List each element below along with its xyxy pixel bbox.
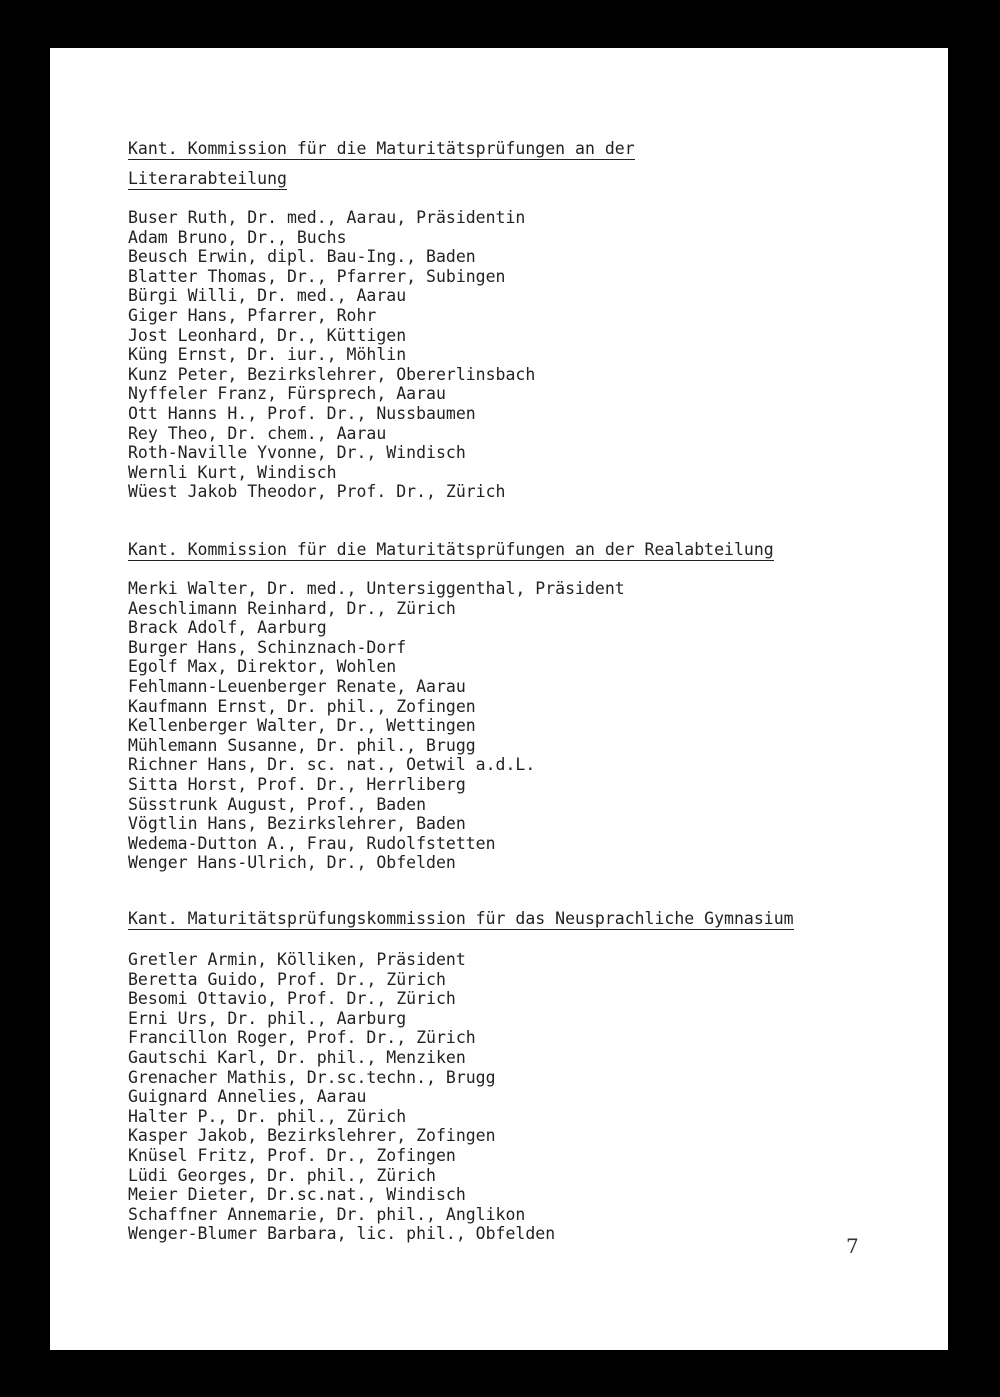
list-item: Kellenberger Walter, Dr., Wettingen xyxy=(128,716,476,736)
list-item: Merki Walter, Dr. med., Untersiggenthal, Präsident xyxy=(128,579,625,598)
section-heading-neusprachliches-gymnasium: Kant. Maturitätsprüfungskommission für das Neusprachliche Gymnasium xyxy=(128,909,794,928)
list-item: Küng Ernst, Dr. iur., Möhlin xyxy=(128,345,407,365)
list-item: Ott Hanns H., Prof. Dr., Nussbaumen xyxy=(128,403,476,423)
list-item: Kaufmann Ernst, Dr. phil., Zofingen xyxy=(128,696,476,716)
list-item: Buser Ruth, Dr. med., Aarau, Präsidentin xyxy=(128,208,526,227)
list-item: Vögtlin Hans, Bezirkslehrer, Baden xyxy=(128,814,466,834)
list-item: Grenacher Mathis, Dr.sc.techn., Brugg xyxy=(128,1067,496,1087)
member-list-realabteilung xyxy=(128,579,625,873)
list-item: Kunz Peter, Bezirkslehrer, Obererlinsbach xyxy=(128,364,536,384)
list-item: Gretler Armin, Kölliken, Präsident xyxy=(128,950,466,969)
list-item: Rey Theo, Dr. chem., Aarau xyxy=(128,423,387,443)
list-item: Erni Urs, Dr. phil., Aarburg xyxy=(128,1008,407,1028)
list-item: Besomi Ottavio, Prof. Dr., Zürich xyxy=(128,989,456,1009)
list-item: Wernli Kurt, Windisch xyxy=(128,462,337,482)
list-item: Giger Hans, Pfarrer, Rohr xyxy=(128,305,377,325)
list-item: Halter P., Dr. phil., Zürich xyxy=(128,1106,407,1126)
list-item: Nyffeler Franz, Fürsprech, Aarau xyxy=(128,384,446,404)
list-item: Adam Bruno, Dr., Buchs xyxy=(128,227,347,247)
list-item: Aeschlimann Reinhard, Dr., Zürich xyxy=(128,598,456,618)
list-item: Sitta Horst, Prof. Dr., Herrliberg xyxy=(128,774,466,794)
list-item: Francillon Roger, Prof. Dr., Zürich xyxy=(128,1028,476,1048)
list-item: Lüdi Georges, Dr. phil., Zürich xyxy=(128,1165,436,1185)
list-item: Wüest Jakob Theodor, Prof. Dr., Zürich xyxy=(128,482,506,502)
list-item: Mühlemann Susanne, Dr. phil., Brugg xyxy=(128,735,476,755)
list-item: Guignard Annelies, Aarau xyxy=(128,1087,367,1107)
list-item: Beretta Guido, Prof. Dr., Zürich xyxy=(128,969,446,989)
list-item: Wenger Hans-Ulrich, Dr., Obfelden xyxy=(128,853,456,873)
list-item: Egolf Max, Direktor, Wohlen xyxy=(128,657,397,677)
list-item: Richner Hans, Dr. sc. nat., Oetwil a.d.L. xyxy=(128,755,536,775)
list-item: Süsstrunk August, Prof., Baden xyxy=(128,794,427,814)
list-item: Roth-Naville Yvonne, Dr., Windisch xyxy=(128,443,466,463)
list-item: Blatter Thomas, Dr., Pfarrer, Subingen xyxy=(128,266,506,286)
list-item: Wedema-Dutton A., Frau, Rudolfstetten xyxy=(128,833,496,853)
section-heading-literarabteilung-line1: Kant. Kommission für die Maturitätsprüfungen an der xyxy=(128,139,635,158)
section-heading-literarabteilung-line2: Literarabteilung xyxy=(128,169,287,188)
list-item: Brack Adolf, Aarburg xyxy=(128,618,327,638)
list-item: Schaffner Annemarie, Dr. phil., Anglikon xyxy=(128,1204,526,1224)
list-item: Kasper Jakob, Bezirkslehrer, Zofingen xyxy=(128,1126,496,1146)
list-item: Bürgi Willi, Dr. med., Aarau xyxy=(128,286,407,306)
section-heading-realabteilung: Kant. Kommission für die Maturitätsprüfungen an der Realabteilung xyxy=(128,540,774,559)
list-item: Wenger-Blumer Barbara, lic. phil., Obfelden xyxy=(128,1224,556,1244)
list-item: Jost Leonhard, Dr., Küttigen xyxy=(128,325,407,345)
list-item: Knüsel Fritz, Prof. Dr., Zofingen xyxy=(128,1145,456,1165)
page-number: 7 xyxy=(846,1234,859,1258)
member-list-literarabteilung xyxy=(128,208,535,502)
list-item: Beusch Erwin, dipl. Bau-Ing., Baden xyxy=(128,247,476,267)
list-item: Burger Hans, Schinznach-Dorf xyxy=(128,637,407,657)
member-list-neusprachliches-gymnasium xyxy=(128,950,555,1244)
list-item: Gautschi Karl, Dr. phil., Menziken xyxy=(128,1047,466,1067)
list-item: Fehlmann-Leuenberger Renate, Aarau xyxy=(128,676,466,696)
list-item: Meier Dieter, Dr.sc.nat., Windisch xyxy=(128,1185,466,1205)
